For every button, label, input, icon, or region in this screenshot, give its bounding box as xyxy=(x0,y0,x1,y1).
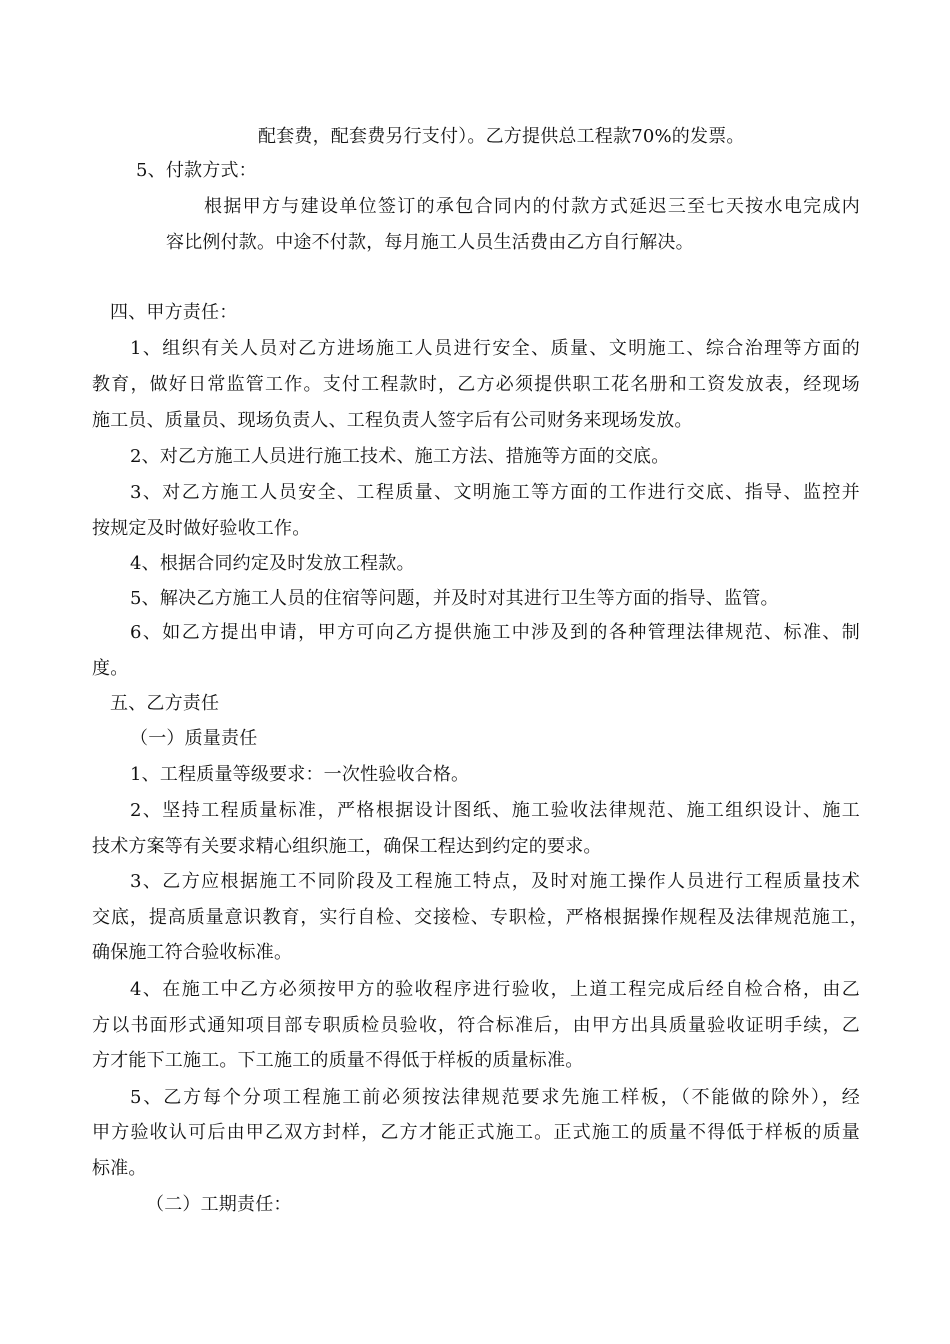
text-line: 确保施工符合验收标准。 xyxy=(92,942,293,963)
text-line: 甲方验收认可后由甲乙双方封样，乙方才能正式施工。正式施工的质量不得低于样板的质量 xyxy=(92,1122,860,1143)
text-line: 2、对乙方施工人员进行施工技术、施工方法、措施等方面的交底。 xyxy=(130,446,670,467)
text-line: 交底，提高质量意识教育，实行自检、交接检、专职检，严格根据操作规程及法律规范施工， xyxy=(92,907,868,928)
text-line: 教育，做好日常监管工作。支付工程款时，乙方必须提供职工花名册和工资发放表，经现场 xyxy=(92,374,860,395)
subsection-heading: （一）质量责任 xyxy=(130,728,258,749)
text-line: 根据甲方与建设单位签订的承包合同内的付款方式延迟三至七天按水电完成内 xyxy=(204,196,860,217)
text-line: 配套费，配套费另行支付）。乙方提供总工程款70%的发票。 xyxy=(258,126,745,147)
text-line: 容比例付款。中途不付款，每月施工人员生活费由乙方自行解决。 xyxy=(166,232,694,253)
text-line: 1、工程质量等级要求：一次性验收合格。 xyxy=(130,764,470,785)
text-line: 5、付款方式： xyxy=(136,160,257,181)
text-line: 标准。 xyxy=(92,1158,147,1179)
text-line: 技术方案等有关要求精心组织施工，确保工程达到约定的要求。 xyxy=(92,836,602,857)
text-line: 5、乙方每个分项工程施工前必须按法律规范要求先施工样板，（不能做的除外），经 xyxy=(130,1087,860,1108)
text-line: 按规定及时做好验收工作。 xyxy=(92,518,311,539)
text-line: 3、对乙方施工人员安全、工程质量、文明施工等方面的工作进行交底、指导、监控并 xyxy=(130,482,860,503)
text-line: 度。 xyxy=(92,658,129,679)
text-line: 6、如乙方提出申请，甲方可向乙方提供施工中涉及到的各种管理法律规范、标准、制 xyxy=(130,622,860,643)
subsection-heading: （二）工期责任： xyxy=(146,1194,292,1215)
text-line: 4、在施工中乙方必须按甲方的验收程序进行验收，上道工程完成后经自检合格，由乙 xyxy=(130,979,860,1000)
text-line: 5、解决乙方施工人员的住宿等问题，并及时对其进行卫生等方面的指导、监管。 xyxy=(130,588,779,609)
section-heading: 四、甲方责任： xyxy=(110,302,238,323)
section-heading: 五、乙方责任 xyxy=(110,693,220,714)
text-line: 4、根据合同约定及时发放工程款。 xyxy=(130,553,415,574)
text-line: 方以书面形式通知项目部专职质检员验收，符合标准后，由甲方出具质量验收证明手续，乙 xyxy=(92,1015,860,1036)
text-line: 方才能下工施工。下工施工的质量不得低于样板的质量标准。 xyxy=(92,1050,584,1071)
text-line: 2、坚持工程质量标准，严格根据设计图纸、施工验收法律规范、施工组织设计、施工 xyxy=(130,800,860,821)
text-line: 施工员、质量员、现场负责人、工程负责人签字后有公司财务来现场发放。 xyxy=(92,410,693,431)
text-line: 3、乙方应根据施工不同阶段及工程施工特点，及时对施工操作人员进行工程质量技术 xyxy=(130,871,860,892)
text-line: 1、组织有关人员对乙方进场施工人员进行安全、质量、文明施工、综合治理等方面的 xyxy=(130,338,860,359)
